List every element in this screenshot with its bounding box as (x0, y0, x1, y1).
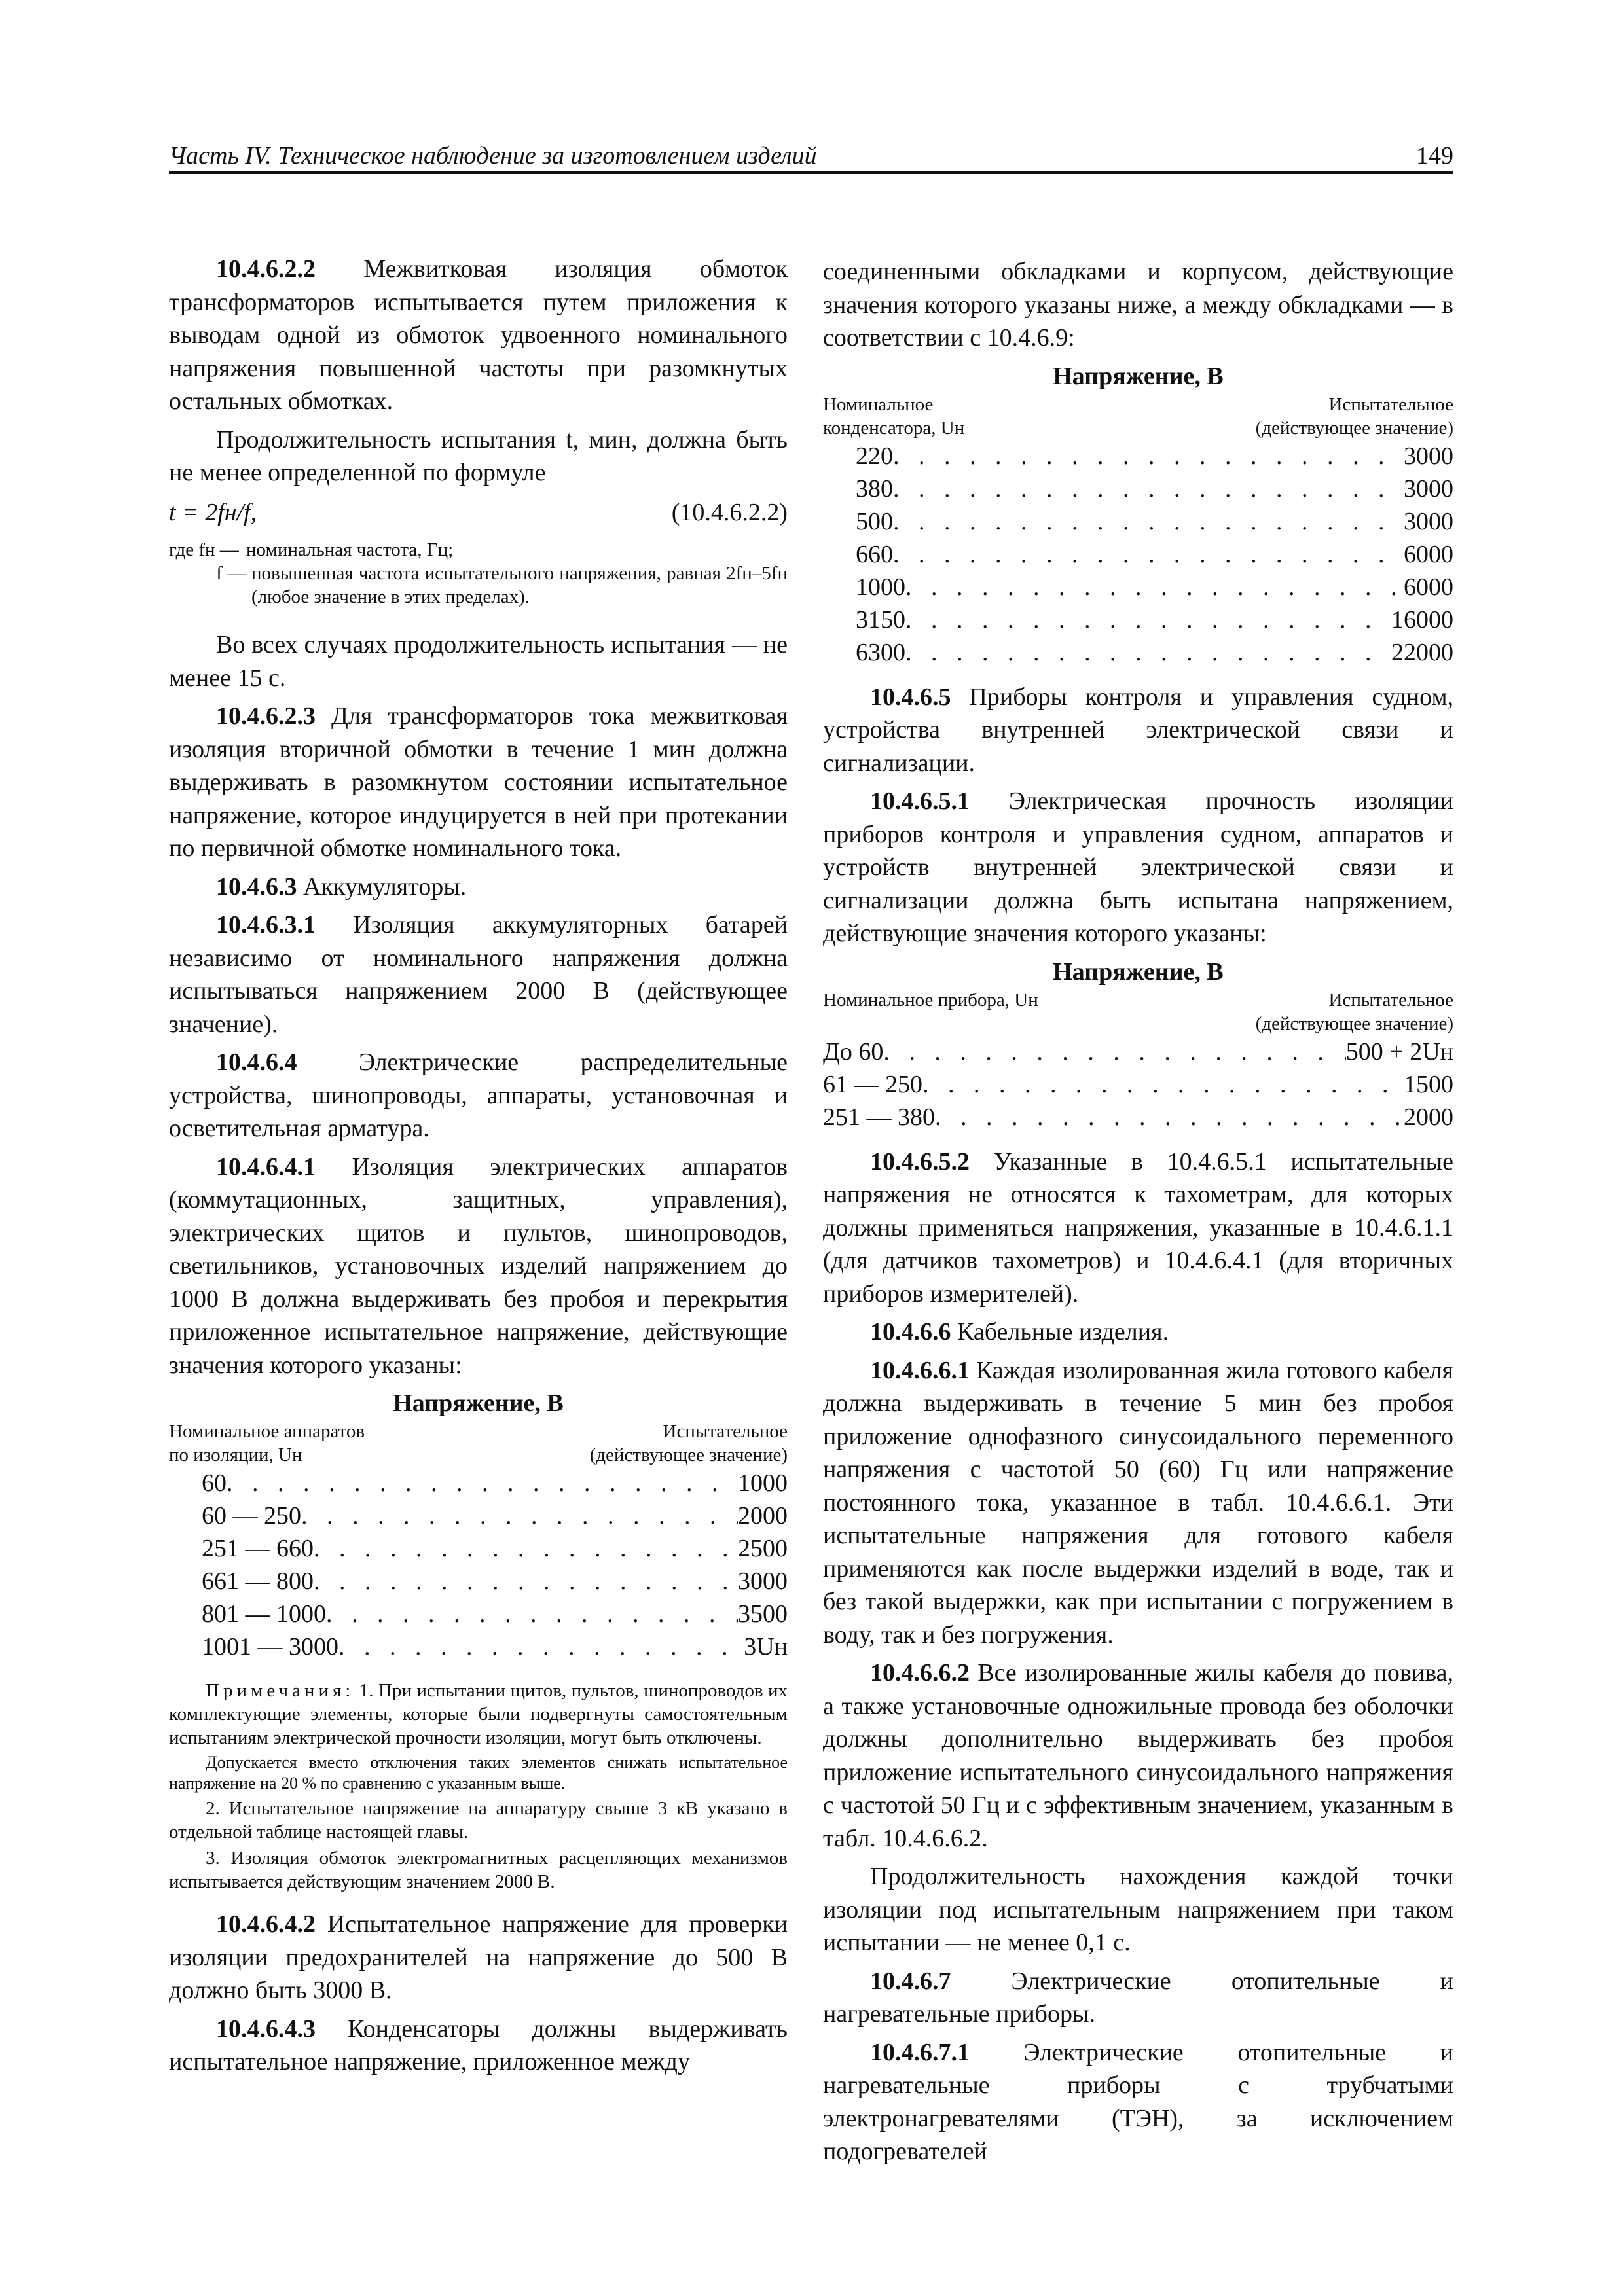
notes (169, 1679, 788, 1893)
note-2: 2. Испытательное напряжение на аппаратуру свыше 3 кВ указано в отдельной таблице настоящей главы. (169, 1798, 788, 1842)
table-title: Напряжение, В (393, 1390, 564, 1417)
table-row: 661 — 800 . . . 3000 (169, 1565, 788, 1598)
paragraph-10-4-6-2-2: 10.4.6.2.2 Межвитковая изоляция обмоток трансформаторов испытывается путем приложения к выводам одной из обмоток удвоенного номинального напряжения повышенной частоты при разомкнутых остальных обмотках. (169, 255, 788, 415)
table-title: Напряжение, В (1053, 958, 1224, 986)
right-column (823, 255, 1453, 2174)
table-row: 1000 . . . 6000 (823, 571, 1453, 603)
note-1b: Допускается вместо отключения таких элементов снижать испытательное напряжение на 20 % по сравнению с указанным выше. (169, 1753, 788, 1793)
paragraph-10-4-6-5-2: 10.4.6.5.2 Указанные в 10.4.6.5.1 испытательные напряжения не относятся к тахометрам, для которых должны применяться напряжения, указанные в 10.4.6.1.1 (для датчиков тахометров) и 10.4.6.4.1 (для вторичных приборов измерителей). (823, 1147, 1454, 1308)
formula-expression: t = 2fн/f, (169, 498, 257, 526)
paragraph-10-4-6-3: 10.4.6.3 Аккумуляторы. (216, 872, 467, 901)
table-row: До 60 . . . 500 + 2Uн (823, 1035, 1453, 1068)
table-header: Номинальное конденсатора, Uн Испытательное (действующее значение) (823, 393, 1453, 439)
paragraph-10-4-6-5-1: 10.4.6.5.1 Электрическая прочность изоляции приборов контроля и управления судном, аппаратов и устройств внутренней электрической связи и сигнализации должна быть испытана напряжением, действующие значения которого указаны: (823, 787, 1453, 947)
note-3: 3. Изоляция обмоток электромагнитных расцепляющих механизмов испытывается действующим значением 2000 В. (169, 1848, 788, 1892)
note-1: Примечания: 1. При испытании щитов, пультов, шинопроводов их комплектующие элементы, которые были подвергнуты самостоятельным испытаниям электрической прочности изоляции, могут быть отключены. (169, 1680, 788, 1748)
paragraph-10-4-6-5: 10.4.6.5 Приборы контроля и управления судном, устройства внутренней электрической связи и сигнализации. (823, 683, 1454, 777)
paragraph-10-4-6-7: 10.4.6.7 Электрические отопительные и нагревательные приборы. (823, 1967, 1453, 2028)
formula-number: (10.4.6.2.2) (671, 498, 788, 526)
paragraph-10-4-6-4-2: 10.4.6.4.2 Испытательное напряжение для проверки изоляции предохранителей на напряжение до 500 В должно быть 3000 В. (169, 1910, 788, 2004)
paragraph-10-4-6-6-1: 10.4.6.6.1 Каждая изолированная жила готового кабеля должна выдерживать в течение 5 мин без пробоя приложение однофазного синусоидального переменного напряжения с частотой 50 (60) Гц или напряжение постоянного тока, указанное в табл. 10.4.6.6.1. Эти испытательные напряжения для готового кабеля применяются как после выдержки изделий в воде, так и без такой выдержки, как при испытании с погружением в воду, так и без погружения. (823, 1356, 1453, 1649)
table-row: 500 . . . 3000 (823, 505, 1453, 538)
table-row: 660 . . . 6000 (823, 538, 1453, 571)
paragraph-10-4-6-4-3: 10.4.6.4.3 Конденсаторы должны выдерживать испытательное напряжение, приложенное между (169, 2015, 788, 2075)
table-row: 251 — 380 . . . 2000 (823, 1101, 1453, 1134)
table-row: 801 — 1000 . . . 3500 (169, 1598, 788, 1630)
table-row: 3150 . . . 16000 (823, 603, 1453, 636)
table-header: Номинальное прибора, Uн Испытательное (действующее значение) (823, 989, 1453, 1034)
formula-legend (169, 538, 788, 609)
voltage-table-apparatus (169, 1387, 788, 1663)
legend-row: где fн — номинальная частота, Гц; (169, 539, 454, 560)
paragraph-10-4-6-4-1: 10.4.6.4.1 Изоляция электрических аппаратов (коммутационных, защитных, управления), электрических щитов и пультов, шинопроводов, светильников, установочных изделий напряжением до 1000 В должна выдерживать без пробоя и перекрытия приложенное испытательное напряжение, действующие значения которого указаны: (169, 1153, 788, 1379)
header-rule (169, 171, 1453, 174)
table-row: 251 — 660 . . . 2500 (169, 1532, 788, 1565)
running-title: Часть IV. Техническое наблюдение за изготовлением изделий (169, 142, 817, 170)
paragraph-continuation: соединенными обкладками и корпусом, действующие значения которого указаны ниже, а между обкладками — в соответствии с 10.4.6.9: (823, 258, 1453, 351)
paragraph-10-4-6-7-1: 10.4.6.7.1 Электрические отопительные и нагревательные приборы с трубчатыми электронагревателями (ТЭН), за исключением подогревателей (823, 2038, 1453, 2165)
table-row: 60 . . . 1000 (169, 1467, 788, 1499)
voltage-table-capacitors (823, 360, 1453, 669)
paragraph-duration-point: Продолжительность нахождения каждой точки изоляции под испытательным напряжением при таком испытании — не менее 0,1 с. (823, 1863, 1453, 1956)
table-row: 1001 — 3000 . . . 3Uн (169, 1630, 788, 1663)
table-row: 6300 . . . 22000 (823, 636, 1453, 669)
page-header (169, 140, 1453, 174)
left-column (169, 253, 788, 2084)
table-row: 60 — 250 . . . 2000 (169, 1499, 788, 1532)
paragraph-min-duration: Во всех случаях продолжительность испытания — не менее 15 с. (169, 631, 788, 692)
legend-row: f — повышенная частота испытательного напряжения, равная 2fн–5fн (любое значение в этих пределах). (216, 563, 788, 607)
table-header: Номинальное аппаратов по изоляции, Uн Испытательное (действующее значение) (169, 1421, 788, 1465)
table-row: 220 . . . 3000 (823, 440, 1453, 473)
voltage-table-instruments (823, 956, 1453, 1134)
page-number: 149 (1416, 142, 1453, 170)
paragraph-10-4-6-3-1: 10.4.6.3.1 Изоляция аккумуляторных батарей независимо от номинального напряжения должна испытываться напряжением 2000 В (действующее значение). (169, 911, 788, 1038)
paragraph-10-4-6-2-3: 10.4.6.2.3 Для трансформаторов тока межвитковая изоляция вторичной обмотки в течение 1 мин должна выдерживать в разомкнутом состоянии испытательное напряжение, которое индуцируется в ней при протекании по первичной обмотке номинального тока. (169, 702, 788, 862)
formula (169, 496, 788, 529)
paragraph-10-4-6-4: 10.4.6.4 Электрические распределительные устройства, шинопроводы, аппараты, установочная и осветительная арматура. (169, 1049, 788, 1142)
paragraph-10-4-6-6-2: 10.4.6.6.2 Все изолированные жилы кабеля до повива, а также установочные одножильные провода без оболочки должны дополнительно выдерживать без пробоя приложение испытательного синусоидального напряжения с частотой 50 Гц и с эффективным значением, указанным в табл. 10.4.6.6.2. (823, 1659, 1454, 1852)
paragraph-10-4-6-6: 10.4.6.6 Кабельные изделия. (870, 1318, 1169, 1346)
paragraph-duration: Продолжительность испытания t, мин, должна быть не менее определенной по формуле (169, 425, 788, 486)
table-row: 380 . . . 3000 (823, 473, 1453, 505)
table-row: 61 — 250 . . . 1500 (823, 1068, 1453, 1101)
table-title: Напряжение, В (1053, 362, 1224, 390)
